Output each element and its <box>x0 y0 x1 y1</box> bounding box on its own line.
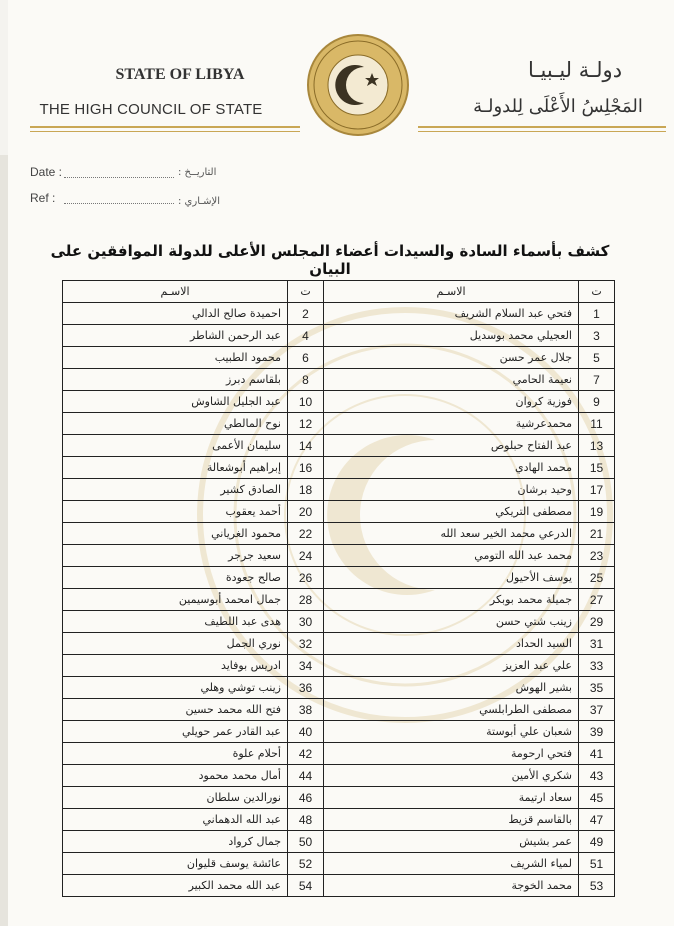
member-number: 8 <box>288 369 324 391</box>
member-number: 10 <box>288 391 324 413</box>
member-name: زينب شتي حسن <box>324 611 579 633</box>
table-row <box>63 457 615 479</box>
member-number: 15 <box>579 457 615 479</box>
member-name: محمد عبد الله التومي <box>324 545 579 567</box>
member-name: وحيد برشان <box>324 479 579 501</box>
member-number: 32 <box>288 633 324 655</box>
member-number: 43 <box>579 765 615 787</box>
table-row <box>63 567 615 589</box>
member-number: 5 <box>579 347 615 369</box>
header-rule-left-thin <box>30 131 300 132</box>
member-name: زينب توشي وهلي <box>63 677 288 699</box>
member-number: 44 <box>288 765 324 787</box>
member-number: 53 <box>579 875 615 897</box>
member-number: 29 <box>579 611 615 633</box>
member-number: 25 <box>579 567 615 589</box>
member-number: 11 <box>579 413 615 435</box>
table-row <box>63 347 615 369</box>
member-number: 36 <box>288 677 324 699</box>
member-name: نورالدين سلطان <box>63 787 288 809</box>
table-row <box>63 611 615 633</box>
member-name: نعيمة الحامي <box>324 369 579 391</box>
table-row <box>63 325 615 347</box>
member-name: بالقاسم قزيط <box>324 809 579 831</box>
member-name: إبراهيم أبوشعالة <box>63 457 288 479</box>
member-name: أحلام علوة <box>63 743 288 765</box>
date-label: Date : <box>30 165 63 179</box>
table-row <box>63 545 615 567</box>
member-number: 27 <box>579 589 615 611</box>
date-line <box>64 177 174 178</box>
member-number: 30 <box>288 611 324 633</box>
table-row <box>63 413 615 435</box>
member-number: 13 <box>579 435 615 457</box>
member-number: 48 <box>288 809 324 831</box>
member-number: 33 <box>579 655 615 677</box>
member-name: سليمان الأعمى <box>63 435 288 457</box>
member-name: عبد الجليل الشاوش <box>63 391 288 413</box>
member-name: هدى عبد اللطيف <box>63 611 288 633</box>
member-name: فتحي ارحومة <box>324 743 579 765</box>
member-number: 35 <box>579 677 615 699</box>
member-name: عبد الرحمن الشاطر <box>63 325 288 347</box>
header-rule-left <box>30 126 300 128</box>
table-row <box>63 699 615 721</box>
member-name: سعيد جرجر <box>63 545 288 567</box>
member-name: جمال كرواد <box>63 831 288 853</box>
table-row <box>63 523 615 545</box>
member-name: جمال امحمد أبوسيمين <box>63 589 288 611</box>
member-number: 46 <box>288 787 324 809</box>
member-number: 51 <box>579 853 615 875</box>
member-name: أمال محمد محمود <box>63 765 288 787</box>
table-body <box>63 303 615 897</box>
member-name: احميدة صالح الدالي <box>63 303 288 325</box>
member-name: عمر بشيش <box>324 831 579 853</box>
member-name: فوزية كروان <box>324 391 579 413</box>
member-number: 17 <box>579 479 615 501</box>
header-num-1: ت <box>579 281 615 303</box>
member-name: نوح المالطي <box>63 413 288 435</box>
table-row <box>63 677 615 699</box>
member-number: 3 <box>579 325 615 347</box>
member-name: عائشة يوسف قليوان <box>63 853 288 875</box>
state-title-en: STATE OF LIBYA <box>115 66 245 83</box>
table-row <box>63 809 615 831</box>
table-row <box>63 369 615 391</box>
member-number: 40 <box>288 721 324 743</box>
member-number: 31 <box>579 633 615 655</box>
member-name: شعبان علي أبوستة <box>324 721 579 743</box>
member-name: محمدعرشية <box>324 413 579 435</box>
member-number: 24 <box>288 545 324 567</box>
member-name: فتح الله محمد حسين <box>63 699 288 721</box>
member-name: فتحي عبد السلام الشريف <box>324 303 579 325</box>
table-row <box>63 303 615 325</box>
member-name: محمود الغرياني <box>63 523 288 545</box>
member-name: ادريس بوفايد <box>63 655 288 677</box>
member-name: عبد الفتاح حبلوص <box>324 435 579 457</box>
member-name: عبد الله محمد الكبير <box>63 875 288 897</box>
member-number: 21 <box>579 523 615 545</box>
crescent-star-seal-icon <box>306 33 410 137</box>
member-name: محمد الخوجة <box>324 875 579 897</box>
member-number: 42 <box>288 743 324 765</box>
member-name: عبد القادر عمر حويلي <box>63 721 288 743</box>
members-table <box>62 280 615 897</box>
member-number: 6 <box>288 347 324 369</box>
member-number: 45 <box>579 787 615 809</box>
member-number: 52 <box>288 853 324 875</box>
member-name: محمد الهادي <box>324 457 579 479</box>
member-name: شكري الأمين <box>324 765 579 787</box>
table-row <box>63 633 615 655</box>
member-number: 41 <box>579 743 615 765</box>
member-name: أحمد يعقوب <box>63 501 288 523</box>
member-number: 54 <box>288 875 324 897</box>
member-name: لمياء الشريف <box>324 853 579 875</box>
table-row <box>63 589 615 611</box>
member-number: 12 <box>288 413 324 435</box>
table-row <box>63 501 615 523</box>
member-name: بشير الهوش <box>324 677 579 699</box>
table-row <box>63 875 615 897</box>
member-name: بلقاسم دبرز <box>63 369 288 391</box>
member-number: 37 <box>579 699 615 721</box>
member-name: جميلة محمد بوبكر <box>324 589 579 611</box>
member-name: الدرعي محمد الخير سعد الله <box>324 523 579 545</box>
council-title-ar: المَجْلِسُ الأَعْلَى لِلدولـة <box>473 96 643 117</box>
member-number: 18 <box>288 479 324 501</box>
header-rule-right <box>418 126 666 128</box>
member-number: 38 <box>288 699 324 721</box>
member-name: يوسف الأحيول <box>324 567 579 589</box>
member-number: 26 <box>288 567 324 589</box>
table-row <box>63 743 615 765</box>
member-number: 7 <box>579 369 615 391</box>
page-shadow <box>0 155 8 926</box>
member-name: جلال عمر حسن <box>324 347 579 369</box>
header-name-1: الاسـم <box>324 281 579 303</box>
member-number: 22 <box>288 523 324 545</box>
ref-label-ar: الإشـاري : <box>178 196 221 207</box>
member-name: عبد الله الدهماني <box>63 809 288 831</box>
member-name: مصطفى الطرابلسي <box>324 699 579 721</box>
header-rule-right-thin <box>418 131 666 132</box>
member-number: 49 <box>579 831 615 853</box>
table-row <box>63 765 615 787</box>
member-number: 39 <box>579 721 615 743</box>
member-number: 28 <box>288 589 324 611</box>
member-number: 47 <box>579 809 615 831</box>
ref-line <box>64 203 174 204</box>
table-row <box>63 721 615 743</box>
state-title-ar: دولـة ليـبيـا <box>527 58 623 82</box>
member-name: السيد الحداد <box>324 633 579 655</box>
table-row <box>63 655 615 677</box>
member-number: 9 <box>579 391 615 413</box>
table-row <box>63 391 615 413</box>
table-row <box>63 435 615 457</box>
table-row <box>63 479 615 501</box>
member-name: الصادق كشير <box>63 479 288 501</box>
member-name: سعاد ارتيمة <box>324 787 579 809</box>
member-number: 50 <box>288 831 324 853</box>
table-row <box>63 787 615 809</box>
member-name: صالح جعودة <box>63 567 288 589</box>
member-number: 34 <box>288 655 324 677</box>
council-title-en: THE HIGH COUNCIL OF STATE <box>39 101 263 118</box>
document-heading: كشف بأسماء السادة والسيدات أعضاء المجلس الأعلى للدولة الموافقين على البيان <box>50 242 610 278</box>
member-number: 14 <box>288 435 324 457</box>
member-name: علي عبد العزيز <box>324 655 579 677</box>
member-number: 2 <box>288 303 324 325</box>
date-label-ar: التاريــخ : <box>178 167 217 178</box>
header-num-2: ت <box>288 281 324 303</box>
member-number: 16 <box>288 457 324 479</box>
table-row <box>63 853 615 875</box>
table-header-row <box>63 281 615 303</box>
member-number: 20 <box>288 501 324 523</box>
member-name: نوري الجمل <box>63 633 288 655</box>
member-number: 19 <box>579 501 615 523</box>
table-row <box>63 831 615 853</box>
member-name: محمود الطبيب <box>63 347 288 369</box>
member-number: 4 <box>288 325 324 347</box>
header-name-2: الاسـم <box>63 281 288 303</box>
member-number: 23 <box>579 545 615 567</box>
member-number: 1 <box>579 303 615 325</box>
ref-label: Ref : <box>30 191 56 205</box>
member-name: مصطفى التريكي <box>324 501 579 523</box>
member-name: العجيلي محمد بوسديل <box>324 325 579 347</box>
